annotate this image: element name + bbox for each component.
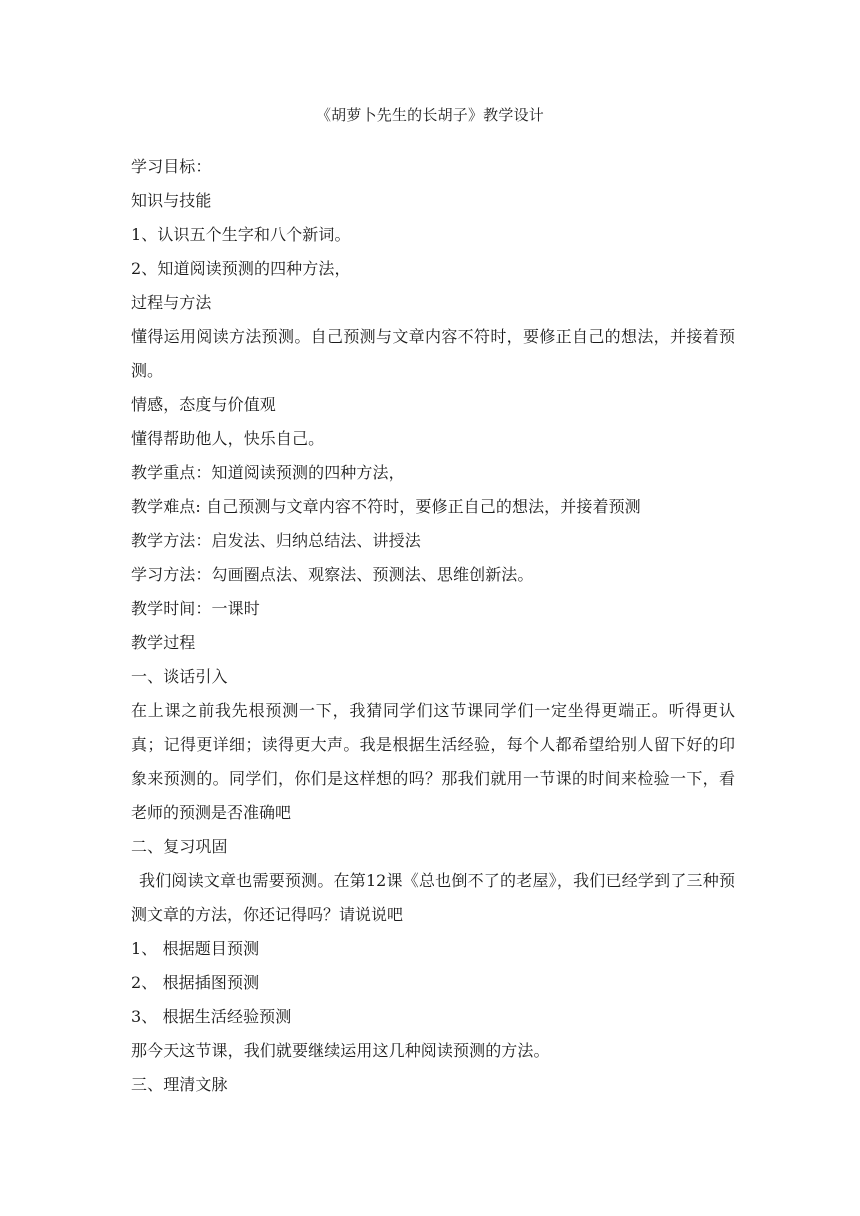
document-title: 《胡萝卜先生的长胡子》教学设计	[315, 106, 544, 124]
knowledge-item-2: 2、知道阅读预测的四种方法，	[131, 259, 351, 278]
emotion-text: 懂得帮助他人，快乐自己。	[131, 429, 325, 448]
review-item-3: 3、 根据生活经验预测	[131, 1007, 292, 1026]
learning-methods: 学习方法：勾画圈点法、观察法、预测法、思维创新法。	[131, 565, 534, 584]
teaching-time: 教学时间：一课时	[131, 599, 260, 618]
section-2-heading: 二、复习巩固	[131, 837, 228, 856]
section-1-heading: 一、谈话引入	[131, 667, 228, 686]
section-2-closing: 那今天这节课，我们就要继续运用这几种阅读预测的方法。	[131, 1041, 550, 1060]
knowledge-item-1: 1、认识五个生字和八个新词。	[131, 225, 351, 244]
section-1-text: 在上课之前我先根预测一下，我猜同学们这节课同学们一定坐得更端正。听得更认真；记得更详细；读得更大声。我是根据生活经验，每个人都希望给别人留下好的印象来预测的。同学们，你们是这样想的吗？那我们就用一节课的时间来检验一下，看老师的预测是否准确吧	[131, 701, 735, 822]
difficult-point: 教学难点: 自己预测与文章内容不符时，要修正自己的想法，并接着预测	[131, 497, 641, 516]
review-item-2: 2、 根据插图预测	[131, 973, 260, 992]
process-heading: 过程与方法	[131, 293, 212, 312]
process-title: 教学过程	[131, 633, 196, 652]
document-body	[131, 150, 735, 1102]
emotion-heading: 情感，态度与价值观	[131, 395, 276, 414]
process-text: 懂得运用阅读方法预测。自己预测与文章内容不符时，要修正自己的想法，并接着预测。	[131, 327, 735, 380]
review-item-1: 1、 根据题目预测	[131, 939, 260, 958]
section-3-heading: 三、理清文脉	[131, 1075, 228, 1094]
key-point: 教学重点：知道阅读预测的四种方法，	[131, 463, 405, 482]
section-2-text: 我们阅读文章也需要预测。在第12课《总也倒不了的老屋》，我们已经学到了三种预测文章的方法，你还记得吗？请说说吧	[131, 871, 735, 924]
knowledge-heading: 知识与技能	[131, 191, 212, 210]
objectives-heading: 学习目标：	[131, 157, 212, 176]
teaching-methods: 教学方法：启发法、归纳总结法、讲授法	[131, 531, 421, 550]
